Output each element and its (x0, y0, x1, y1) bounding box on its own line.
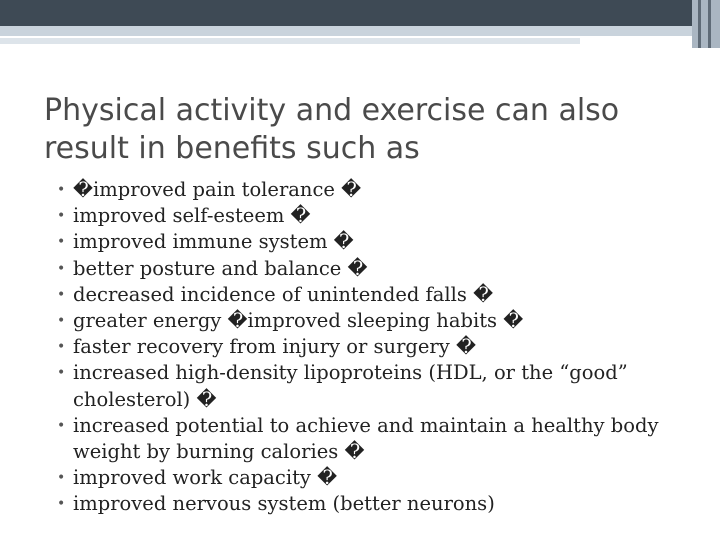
corner-decoration (692, 0, 720, 48)
bullet-item: • improved work capacity � (57, 465, 687, 491)
corner-stripe (708, 0, 711, 48)
bullet-item: • increased potential to achieve and maintain a healthy body weight by burning calories � (57, 413, 687, 465)
header-accent-line (0, 38, 580, 44)
bullet-list (57, 177, 687, 518)
bullet-item: • decreased incidence of unintended falls � (57, 282, 687, 308)
bullet-item: • improved self-esteem � (57, 203, 687, 229)
bullet-item: • better posture and balance � (57, 256, 687, 282)
bullet-item: • improved immune system � (57, 229, 687, 255)
bullet-item: • �improved pain tolerance � (57, 177, 687, 203)
bullet-item: • improved nervous system (better neurons) (57, 491, 687, 517)
bullet-item: • faster recovery from injury or surgery � (57, 334, 687, 360)
bullet-item: • greater energy �improved sleeping habits � (57, 308, 687, 334)
slide-title: Physical activity and exercise can also result in benefits such as (44, 93, 620, 166)
header-band (0, 0, 720, 26)
bullet-item: • increased high-density lipoproteins (HDL, or the “good” cholesterol) � (57, 360, 687, 412)
corner-stripe (698, 0, 701, 48)
header-band-light (0, 26, 720, 36)
